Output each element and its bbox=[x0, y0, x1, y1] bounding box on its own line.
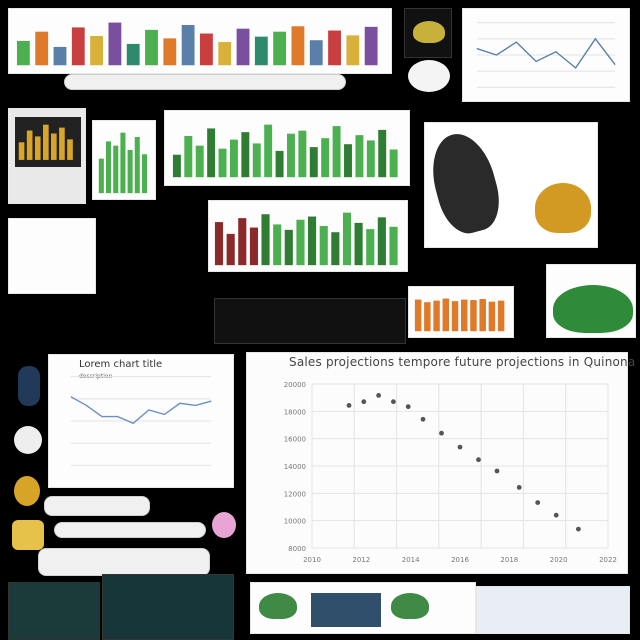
pattern-tile-left bbox=[8, 582, 100, 640]
x-tick-label: 2018 bbox=[500, 556, 519, 564]
bar bbox=[72, 27, 85, 65]
bar bbox=[378, 217, 386, 265]
left-line-chart-card bbox=[48, 354, 234, 488]
scatter-point bbox=[554, 513, 559, 518]
x-tick-label: 2014 bbox=[401, 556, 420, 564]
bar bbox=[184, 136, 192, 177]
dark-thumbnail-strip[interactable] bbox=[214, 298, 406, 344]
left-line-chart bbox=[49, 355, 233, 487]
orb-icon[interactable] bbox=[212, 512, 236, 538]
bar bbox=[182, 25, 195, 65]
bar bbox=[292, 26, 305, 65]
chart-thumbnail[interactable] bbox=[8, 108, 86, 204]
gauge-icon bbox=[413, 21, 445, 43]
bar bbox=[452, 301, 458, 331]
bar bbox=[128, 150, 133, 193]
bottom-label-strip-2 bbox=[54, 522, 206, 538]
scatter-point bbox=[347, 403, 352, 408]
bar bbox=[287, 134, 295, 178]
y-tick-label: 16000 bbox=[283, 435, 306, 444]
watermelon-icon bbox=[553, 285, 633, 333]
bar bbox=[27, 131, 33, 160]
bar bbox=[390, 149, 398, 177]
bar bbox=[433, 301, 439, 332]
narrow-bars bbox=[93, 121, 155, 199]
bar bbox=[43, 125, 49, 160]
bar bbox=[498, 301, 504, 332]
bar bbox=[328, 31, 341, 66]
circle-icon[interactable] bbox=[408, 60, 450, 92]
bar bbox=[230, 140, 238, 178]
scatter-point bbox=[361, 399, 366, 404]
bar bbox=[479, 299, 485, 331]
bar bbox=[51, 133, 57, 159]
bar bbox=[196, 146, 204, 178]
ring-icon[interactable] bbox=[14, 476, 40, 506]
bar bbox=[285, 230, 293, 265]
melon-icon-1 bbox=[259, 593, 297, 619]
pinecone-icon bbox=[424, 127, 507, 239]
bar bbox=[35, 32, 48, 66]
left-line-title: Lorem chart title bbox=[79, 359, 163, 370]
top-right-line-chart bbox=[463, 9, 629, 101]
bar bbox=[35, 136, 41, 160]
bar bbox=[264, 125, 272, 178]
x-tick-label: 2022 bbox=[599, 556, 617, 564]
y-tick-label: 12000 bbox=[283, 490, 306, 499]
green-leaf-card[interactable] bbox=[546, 264, 636, 338]
orange-chart-card bbox=[408, 286, 514, 338]
center-bar-chart-card bbox=[208, 200, 408, 272]
melon-icon-2 bbox=[391, 593, 429, 619]
mid-green-chart-card bbox=[164, 110, 410, 186]
bar bbox=[378, 130, 386, 177]
bar bbox=[108, 23, 121, 66]
bar bbox=[331, 232, 339, 265]
y-tick-label: 8000 bbox=[288, 545, 306, 553]
thumb-bars bbox=[9, 109, 85, 203]
vase-icon[interactable] bbox=[18, 366, 40, 406]
bar bbox=[424, 302, 430, 331]
bar bbox=[298, 131, 306, 178]
bar bbox=[366, 229, 374, 265]
x-tick-label: 2016 bbox=[451, 556, 469, 564]
x-tick-label: 2020 bbox=[549, 556, 568, 564]
bar bbox=[261, 214, 269, 265]
bar bbox=[355, 135, 363, 177]
bar bbox=[320, 226, 328, 265]
bar bbox=[255, 37, 268, 66]
bar bbox=[207, 128, 215, 177]
bar bbox=[127, 44, 140, 65]
y-tick-label: 20000 bbox=[283, 381, 306, 389]
narrow-bar-card bbox=[92, 120, 156, 200]
bar bbox=[489, 302, 495, 332]
bottom-label-strip-3 bbox=[38, 548, 210, 576]
bar bbox=[470, 300, 476, 331]
series-line bbox=[71, 397, 211, 424]
top-right-line-card bbox=[462, 8, 630, 102]
bar bbox=[145, 30, 158, 65]
bar bbox=[59, 128, 65, 160]
bar bbox=[215, 222, 223, 265]
bar bbox=[219, 149, 227, 178]
tag-strip bbox=[64, 74, 346, 90]
bar bbox=[273, 32, 286, 66]
bar bbox=[238, 218, 246, 265]
bar bbox=[367, 140, 375, 177]
bar bbox=[346, 35, 359, 65]
y-tick-label: 18000 bbox=[283, 408, 306, 417]
bar bbox=[54, 47, 67, 65]
bar bbox=[99, 159, 104, 194]
bar bbox=[273, 224, 281, 265]
top-bar-chart-card bbox=[8, 8, 392, 74]
y-tick-label: 10000 bbox=[283, 517, 306, 526]
scatter-plot bbox=[246, 352, 628, 574]
orange-chart bbox=[409, 287, 513, 337]
leaf-icon bbox=[535, 183, 591, 233]
bar bbox=[106, 141, 111, 193]
bar bbox=[308, 217, 316, 266]
scatter-title: Sales projections tempore future projections in Quinona bbox=[289, 355, 636, 369]
bar bbox=[241, 132, 249, 177]
bar bbox=[333, 126, 341, 177]
bar bbox=[120, 133, 125, 193]
bar bbox=[461, 300, 467, 332]
bar bbox=[310, 40, 323, 65]
bottom-label-strip bbox=[44, 496, 150, 516]
top-bar-chart bbox=[9, 9, 391, 73]
scatter-point bbox=[406, 404, 411, 409]
pinecone-illustration bbox=[424, 122, 598, 248]
mid-green-chart bbox=[165, 111, 409, 185]
scatter-point bbox=[476, 457, 481, 462]
scatter-point bbox=[517, 485, 522, 490]
bar bbox=[365, 27, 378, 65]
bar bbox=[113, 146, 118, 193]
series-line bbox=[477, 39, 615, 68]
bar bbox=[227, 234, 235, 265]
bottom-right-tiles bbox=[476, 586, 630, 634]
x-tick-label: 2010 bbox=[303, 556, 321, 564]
bar bbox=[142, 154, 147, 193]
bar bbox=[218, 42, 231, 65]
bar bbox=[17, 41, 30, 65]
scatter-point bbox=[576, 527, 581, 532]
y-tick-label: 14000 bbox=[283, 463, 306, 471]
bottom-product-strip bbox=[250, 582, 476, 634]
scatter-point bbox=[391, 399, 396, 404]
center-bar-chart bbox=[209, 201, 407, 271]
bar bbox=[276, 151, 284, 177]
bar bbox=[90, 36, 103, 65]
pattern-tile-mid bbox=[102, 574, 234, 640]
bar bbox=[173, 155, 181, 177]
bar bbox=[343, 213, 351, 265]
scatter-point bbox=[376, 393, 381, 398]
bar bbox=[415, 300, 421, 332]
bar bbox=[389, 227, 397, 265]
ball-icon[interactable] bbox=[14, 426, 42, 454]
bar bbox=[200, 34, 213, 66]
scatter-point bbox=[458, 445, 463, 450]
bar bbox=[344, 144, 352, 177]
bar bbox=[67, 139, 73, 160]
bar bbox=[310, 147, 318, 177]
bar bbox=[296, 220, 304, 265]
scatter-point bbox=[535, 500, 540, 505]
cup-icon[interactable] bbox=[12, 520, 44, 550]
left-list-card bbox=[8, 218, 96, 294]
bar bbox=[163, 38, 176, 65]
scatter-point bbox=[495, 469, 500, 474]
bar bbox=[321, 138, 329, 177]
bar bbox=[253, 143, 261, 177]
bar bbox=[355, 223, 363, 265]
top-gauge-card[interactable] bbox=[404, 8, 452, 58]
left-line-subtitle: description bbox=[79, 373, 113, 380]
bar bbox=[250, 228, 258, 266]
bar bbox=[19, 142, 25, 160]
scatter-point bbox=[421, 417, 426, 422]
scatter-point bbox=[439, 431, 444, 436]
bar bbox=[237, 29, 250, 66]
bar bbox=[443, 299, 449, 332]
x-tick-label: 2012 bbox=[352, 556, 371, 564]
bar bbox=[135, 137, 140, 193]
